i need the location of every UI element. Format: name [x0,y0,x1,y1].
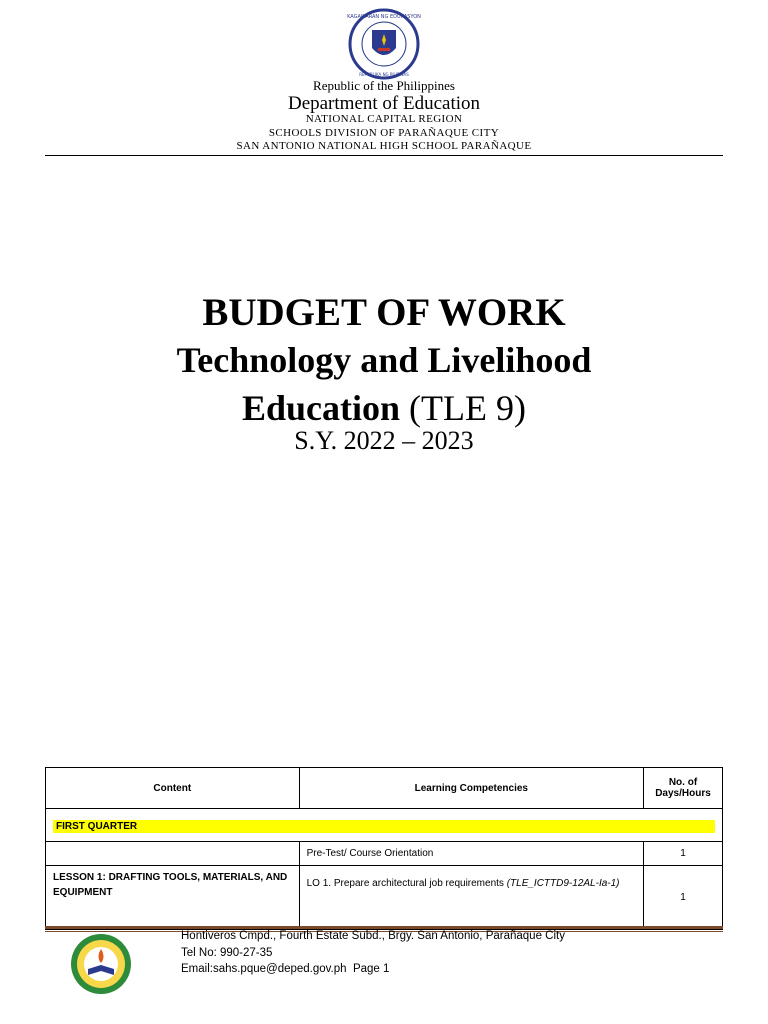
competency-text: LO 1. Prepare architectural job requirements [306,878,507,889]
row-days: 1 [644,866,723,930]
competency-code: (TLE_ICTTD9-12AL-Ia-1) [506,878,620,889]
table-row [46,866,723,930]
row-content: LESSON 1: DRAFTING TOOLS, MATERIALS, AND EQUIPMENT [46,866,300,930]
footer-tel: Tel No: 990-27-35 [181,947,273,959]
school-heading: SAN ANTONIO NATIONAL HIGH SCHOOL PARAÑAQUE [236,140,532,152]
subject-title-education: Education [242,388,401,428]
footer-email[interactable]: Email:sahs.pque@deped.gov.ph [181,963,347,975]
document-title: BUDGET OF WORK [202,291,566,334]
region-heading: NATIONAL CAPITAL REGION [305,113,463,125]
quarter-cell [46,809,723,842]
division-heading: SCHOOLS DIVISION OF PARAÑAQUE CITY [268,127,500,139]
quarter-label: FIRST QUARTER [53,820,715,833]
deped-seal-logo [338,8,430,80]
seal-top-text: KAGAWARAN NG EDUKASYON [347,14,421,20]
subject-title [0,336,768,432]
department-heading: Department of Education [287,93,481,114]
row-days: 1 [644,842,723,866]
page-number: Page 1 [352,963,390,975]
budget-of-work-table [45,767,723,930]
republic-heading: Republic of the Philippines [313,78,455,93]
subject-code: (TLE 9) [409,388,526,428]
footer-address: Hontiveros Cmpd., Fourth Estate Subd., Brgy. San Antonio, Parañaque City [181,930,565,942]
footer-divider [45,926,723,929]
footer-contact-line [181,963,389,975]
table-header-row [46,768,723,809]
quarter-row [46,809,723,842]
school-year: S.Y. 2022 – 2023 [294,426,474,455]
table-row [46,842,723,866]
row-competency: Pre-Test/ Course Orientation [299,842,643,866]
subject-title-line1: Technology and Livelihood [176,340,592,380]
subject-title-line2 [0,384,768,432]
header-divider [45,155,723,156]
header-competencies: Learning Competencies [299,768,643,809]
header-content: Content [46,768,300,809]
header-days: No. of Days/Hours [644,768,723,809]
school-logo [62,933,140,995]
row-competency [299,866,643,930]
row-content [46,842,300,866]
seal-bottom-text: REPUBLIKA NG PILIPINAS [359,72,409,77]
